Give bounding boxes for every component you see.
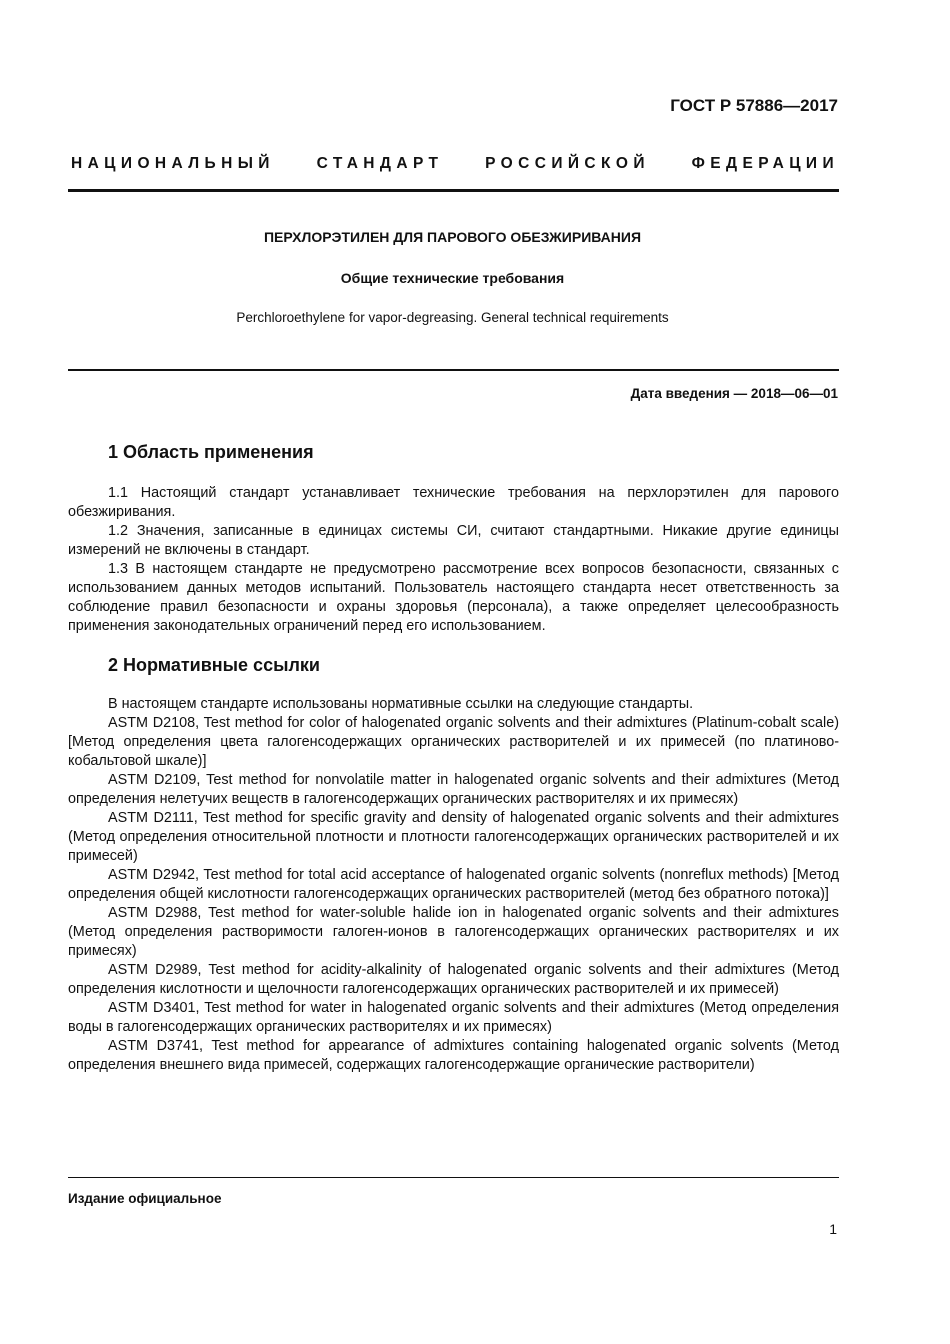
section-1-heading: 1 Область применения (108, 442, 314, 462)
document-title: ПЕРХЛОРЭТИЛЕН ДЛЯ ПАРОВОГО ОБЕЗЖИРИВАНИЯ (263, 229, 642, 245)
section-1-body (68, 484, 839, 636)
reference-astm-d3401: ASTM D3401, Test method for water in halogenated organic solvents and their admixtures (Метод определения воды в галогенсодержащих органических растворителях и их примесях) (68, 1000, 839, 1035)
document-subtitle: Общие технические требования (340, 270, 565, 286)
reference-astm-d3741: ASTM D3741, Test method for appearance of admixtures containing halogenated organic solvents (Метод определения внешнего вида примесей, содержащих галогенсодержащие органические растворители) (68, 1038, 839, 1073)
paragraph-1-2: 1.2 Значения, записанные в единицах системы СИ, считают стандартными. Никакие другие единицы измерений не включены в стандарт. (68, 523, 839, 558)
page-number: 1 (829, 1221, 837, 1237)
references-intro: В настоящем стандарте использованы нормативные ссылки на следующие стандарты. (108, 696, 694, 712)
edition-label: Издание официальное (68, 1191, 222, 1206)
header-divider (68, 189, 839, 192)
reference-astm-d2109: ASTM D2109, Test method for nonvolatile matter in halogenated organic solvents and their admixtures (Метод определения нелетучих веществ в галогенсодержащих органических растворителях и их примесях) (68, 772, 839, 807)
section-2-heading: 2 Нормативные ссылки (108, 655, 320, 675)
reference-astm-d2942: ASTM D2942, Test method for total acid acceptance of halogenated organic solvents (nonreflux methods) [Метод определения общей кислотности галогенсодержащих органических растворителей (метод без обратного потока)] (68, 867, 839, 902)
paragraph-1-1: 1.1 Настоящий стандарт устанавливает технические требования на перхлорэтилен для парового обезжиривания. (68, 485, 839, 520)
standard-number: ГОСТ Р 57886—2017 (670, 96, 838, 115)
reference-astm-d2989: ASTM D2989, Test method for acidity-alkalinity of halogenated organic solvents and their admixtures (Метод определения кислотности и щелочности галогенсодержащих органических растворителей и их примесей) (68, 962, 839, 997)
section-2-body (68, 695, 839, 1075)
document-title-english: Perchloroethylene for vapor-degreasing. General technical requirements (236, 310, 669, 325)
reference-astm-d2111: ASTM D2111, Test method for specific gravity and density of halogenated organic solvents and their admixtures (Метод определения относительной плотности и плотности галогенсодержащих органических растворителей и их примесей) (68, 810, 839, 864)
introduction-date: Дата введения — 2018—06—01 (630, 386, 838, 401)
reference-astm-d2988: ASTM D2988, Test method for water-soluble halide ion in halogenated organic solvents and their admixtures (Метод определения растворимости галоген-ионов в галогенсодержащих органических растворителях и их примесях) (68, 905, 839, 959)
footer-divider (68, 1177, 839, 1178)
national-standard-banner: НАЦИОНАЛЬНЫЙ СТАНДАРТ РОССИЙСКОЙ ФЕДЕРАЦИИ (71, 155, 839, 172)
title-divider (68, 369, 839, 371)
reference-astm-d2108: ASTM D2108, Test method for color of halogenated organic solvents and their admixtures (Platinum-cobalt scale) [Метод определения цвета галогенсодержащих органических растворителей и их примесей (по платиново-кобальтовой шкале)] (68, 715, 839, 769)
paragraph-1-3: 1.3 В настоящем стандарте не предусмотрено рассмотрение всех вопросов безопасности, связанных с использованием данных методов испытаний. Пользователь настоящего стандарта несет ответственность за соблюдение правил безопасности и охраны здоровья (персонала), а также определяет целесообразность применения законодательных ограничений перед его использованием. (68, 561, 839, 634)
